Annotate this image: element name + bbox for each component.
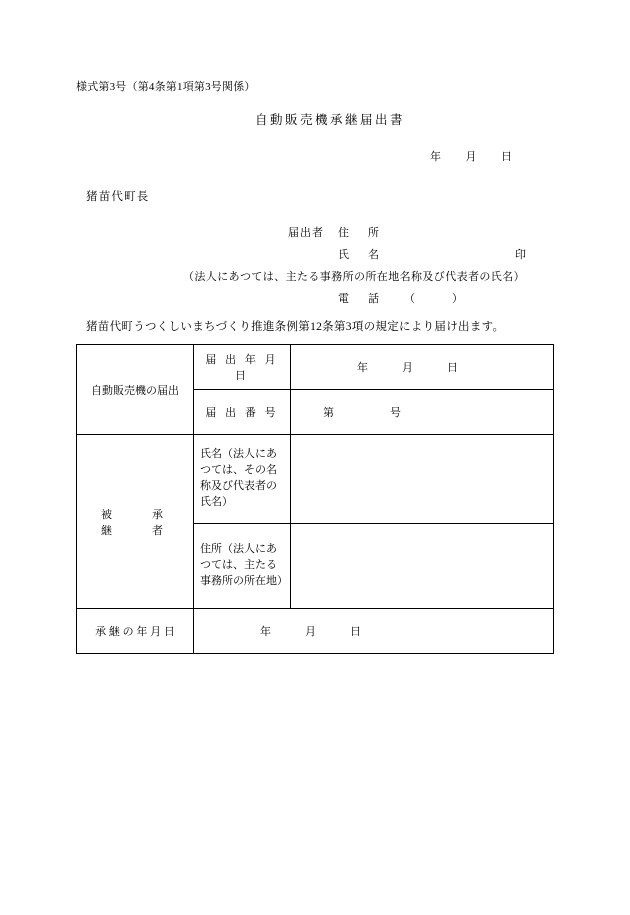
cell-value-notification-date	[291, 345, 554, 390]
ordinance-text: 猪苗代町うつくしいまちづくり推進条例第12条第3項の規定により届け出ます。	[86, 321, 505, 333]
declaration-table	[76, 344, 554, 654]
cell-value-successor-name	[291, 435, 554, 524]
date-day-label: 日	[501, 151, 513, 163]
table-row	[77, 345, 554, 390]
notification-date-year: 年	[357, 362, 368, 374]
page-title: 自動販売機承継届出書	[254, 113, 405, 127]
submitter-label: 届出者	[288, 227, 324, 239]
cell-value-notification-number	[291, 390, 554, 435]
notification-date-month: 月	[402, 362, 413, 374]
submitter-block	[0, 224, 630, 312]
notification-number-suffix: 号	[390, 407, 401, 419]
succession-date-day: 日	[350, 626, 361, 638]
submitter-name-label: 氏 名	[338, 249, 383, 261]
submitter-phone-row	[0, 290, 630, 312]
cell-label-notification-number: 届 出 番 号	[194, 390, 291, 435]
submitter-address-row	[0, 224, 630, 246]
date-year-label: 年	[430, 151, 442, 163]
row-header-vending-notification: 自動販売機の届出	[77, 345, 194, 435]
cell-label-successor-name: 氏名（法人にあつては、その名称及び代表者の氏名）	[194, 435, 291, 524]
table-row	[77, 435, 554, 524]
cell-label-notification-date: 届 出 年 月 日	[194, 345, 291, 390]
cell-label-successor-address: 住所（法人にあつては、主たる事務所の所在地）	[194, 524, 291, 609]
submitter-corporate-note-row	[0, 268, 630, 290]
seal-label: 印	[515, 249, 527, 261]
phone-label: 電 話	[338, 293, 383, 305]
succession-date-month: 月	[305, 626, 316, 638]
notification-date-day: 日	[447, 362, 458, 374]
corporate-note: （法人にあつては、主たる事務所の所在地名称及び代表者の氏名）	[183, 271, 525, 283]
row-header-succession-date: 承 継 の 年 月 日	[77, 609, 194, 654]
phone-value: （ ）	[404, 293, 464, 305]
cell-value-succession-date	[194, 609, 554, 654]
cell-value-successor-address	[291, 524, 554, 609]
form-code: 様式第3号（第4条第1項第3号関係）	[76, 81, 256, 93]
submitter-name-row	[0, 246, 630, 268]
notification-number-prefix: 第	[323, 407, 334, 419]
addressee: 猪苗代町長	[86, 191, 150, 203]
row-header-successor: 被 承 継 者	[77, 435, 194, 609]
table-row	[77, 609, 554, 654]
succession-date-year: 年	[260, 626, 271, 638]
date-line	[430, 148, 513, 164]
date-month-label: 月	[465, 151, 477, 163]
submitter-address-label: 住 所	[338, 227, 383, 239]
